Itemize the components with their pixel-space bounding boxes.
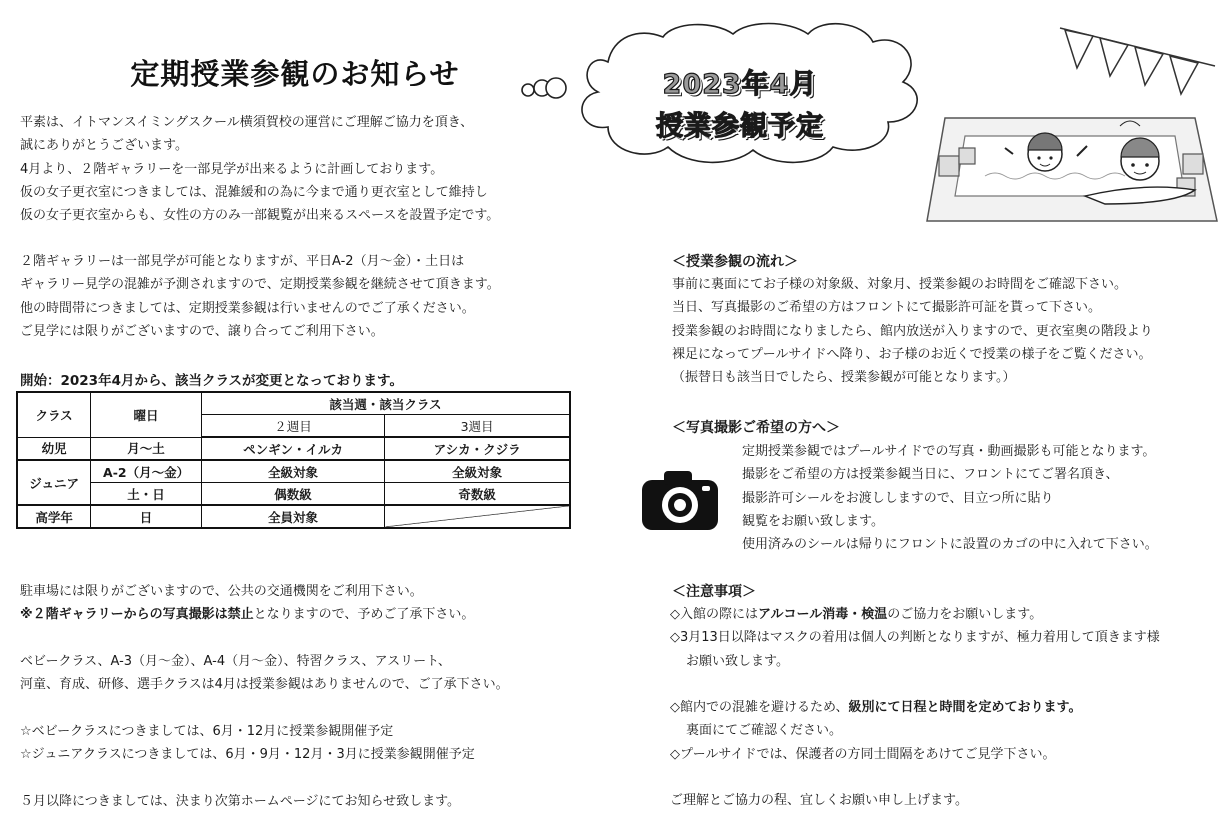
table-row xyxy=(17,460,570,483)
header-target: 該当週・該当クラス xyxy=(201,392,570,415)
table-caption: 開始：2023年4月から、該当クラスが変更となっております。 xyxy=(20,373,403,389)
header-class: クラス xyxy=(17,392,91,437)
intro-line: 誠にありがとうございます。 xyxy=(20,138,188,154)
pool-kids-illustration xyxy=(925,26,1220,224)
flow-line: （振替日も該当日でしたら、授業参観が可能となります。） xyxy=(672,370,1016,386)
cell-week3-empty xyxy=(385,505,570,528)
photo-line: 撮影をご希望の方は授業参観当日に、フロントにてご署名頂き、 xyxy=(742,467,1119,483)
cell-class: 高学年 xyxy=(17,505,91,528)
schedule-table xyxy=(16,391,571,529)
intro-paragraph xyxy=(20,111,499,227)
cell-week2: ペンギン・イルカ xyxy=(201,437,384,460)
photo-ban-rest: となりますので、予めご了承下さい。 xyxy=(253,607,475,623)
cell-week2: 偶数級 xyxy=(201,483,384,506)
flow-line: 当日、写真撮影のご希望の方はフロントにて撮影許可証を貰って下さい。 xyxy=(672,300,1102,316)
cell-day: A-2（月～金） xyxy=(91,460,202,483)
note-item: ◇3月13日以降はマスクの着用は個人の判断となりますが、極力着用して頂きます様 xyxy=(670,630,1160,646)
note-bold: アルコール消毒・検温 xyxy=(758,607,888,622)
header-week3: 3週目 xyxy=(385,415,570,438)
header-day: 曜日 xyxy=(91,392,202,437)
no-class-line: ベビークラス、A-3（月～金）、A-4（月～金）、特習クラス、アスリート、 xyxy=(20,653,451,669)
photo-line: 観覧をお願い致します。 xyxy=(742,513,884,529)
notes-paragraph xyxy=(670,603,1160,813)
cell-class: 幼児 xyxy=(17,437,91,460)
cell-week2: 全員対象 xyxy=(201,505,384,528)
table-row xyxy=(17,505,570,528)
cloud-title-event: 授業参観予定 xyxy=(656,111,824,142)
baby-note: ☆ベビークラスにつきましては、6月・12月に授業参観開催予定 xyxy=(20,723,394,739)
cell-week3: アシカ・クジラ xyxy=(385,437,570,460)
flow-paragraph xyxy=(672,273,1153,389)
camera-icon xyxy=(640,468,720,532)
note-item: ◇プールサイドでは、保護者の方同士間隔をあけてご見学下さい。 xyxy=(670,746,1056,762)
cell-week3: 全級対象 xyxy=(385,460,570,483)
gallery-paragraph xyxy=(20,250,500,343)
note-bold: 級別にて日程と時間を定めております。 xyxy=(848,700,1082,716)
note-text: ◇入館の際には xyxy=(670,607,758,622)
page-title: 定期授業参観のお知らせ xyxy=(130,57,460,91)
cell-day: 日 xyxy=(91,505,202,528)
note-item: お願い致します。 xyxy=(686,653,789,669)
photo-ban-note xyxy=(20,603,509,626)
photo-ban-bold: ※２階ギャラリーからの写真撮影は禁止 xyxy=(20,607,254,623)
photo-heading: ＜写真撮影ご希望の方へ＞ xyxy=(672,420,840,436)
header-week2: ２週目 xyxy=(201,415,384,438)
photo-paragraph xyxy=(742,440,1158,556)
flow-heading: ＜授業参観の流れ＞ xyxy=(672,254,798,270)
gallery-line: 他の時間帯につきましては、定期授業参観は行いませんのでご了承ください。 xyxy=(20,300,475,316)
cell-week2: 全級対象 xyxy=(201,460,384,483)
intro-line: 4月より、２階ギャラリーを一部見学が出来るように計画しております。 xyxy=(20,161,444,177)
photo-line: 撮影許可シールをお渡ししますので、目立つ所に貼り xyxy=(742,490,1054,506)
intro-line: 仮の女子更衣室につきましては、混雑緩和の為に今まで通り更衣室として維持し xyxy=(20,184,488,200)
note-text: ◇館内での混雑を避けるため、 xyxy=(670,700,849,716)
cell-day: 土・日 xyxy=(91,483,202,506)
parking-note: 駐車場には限りがございますので、公共の交通機関をご利用下さい。 xyxy=(20,584,423,599)
cloud-title-date: 2023年4月 xyxy=(662,69,818,100)
no-class-line: 河童、育成、研修、選手クラスは4月は授業参観はありませんので、ご了承下さい。 xyxy=(20,677,509,693)
cell-class: ジュニア xyxy=(17,460,91,505)
gallery-line: ご見学には限りがございますので、譲り合ってご利用下さい。 xyxy=(20,323,384,339)
intro-line: 平素は、イトマンスイミングスクール横須賀校の運営にご理解ご協力を頂き、 xyxy=(20,115,474,130)
flow-line: 授業参観のお時間になりましたら、館内放送が入りますので、更衣室奥の階段より xyxy=(672,323,1153,339)
note-item: 裏面にてご確認ください。 xyxy=(686,723,843,739)
notes-heading: ＜注意事項＞ xyxy=(672,584,756,600)
gallery-line: ２階ギャラリーは一部見学が可能となりますが、平日A-2（月～金）・土日は xyxy=(20,254,465,269)
table-row xyxy=(17,392,570,415)
notices-left xyxy=(20,580,509,813)
cell-day: 月～土 xyxy=(91,437,202,460)
note-item xyxy=(670,603,1160,626)
closing-line: ご理解とご協力の程、宜しくお願い申し上げます。 xyxy=(670,793,968,809)
may-note: ５月以降につきましては、決まり次第ホームページにてお知らせ致します。 xyxy=(20,793,461,809)
table-row xyxy=(17,483,570,506)
intro-line: 仮の女子更衣室からも、女性の方のみ一部観覧が出来るスペースを設置予定です。 xyxy=(20,208,500,224)
flow-line: 裸足になってプールサイドへ降り、お子様のお近くで授業の様子をご覧ください。 xyxy=(672,346,1152,362)
flow-line: 事前に裏面にてお子様の対象級、対象月、授業参観のお時間をご確認下さい。 xyxy=(672,277,1128,292)
gallery-line: ギャラリー見学の混雑が予測されますので、定期授業参観を継続させて頂きます。 xyxy=(20,277,500,293)
cell-week3: 奇数級 xyxy=(385,483,570,506)
table-row xyxy=(17,437,570,460)
photo-line: 定期授業参観ではプールサイドでの写真・動画撮影も可能となります。 xyxy=(742,444,1156,459)
photo-line: 使用済みのシールは帰りにフロントに設置のカゴの中に入れて下さい。 xyxy=(742,537,1158,553)
note-text: のご協力をお願いします。 xyxy=(887,607,1043,622)
note-item xyxy=(670,696,1160,719)
junior-note: ☆ジュニアクラスにつきましては、6月・9月・12月・3月に授業参観開催予定 xyxy=(20,747,475,763)
